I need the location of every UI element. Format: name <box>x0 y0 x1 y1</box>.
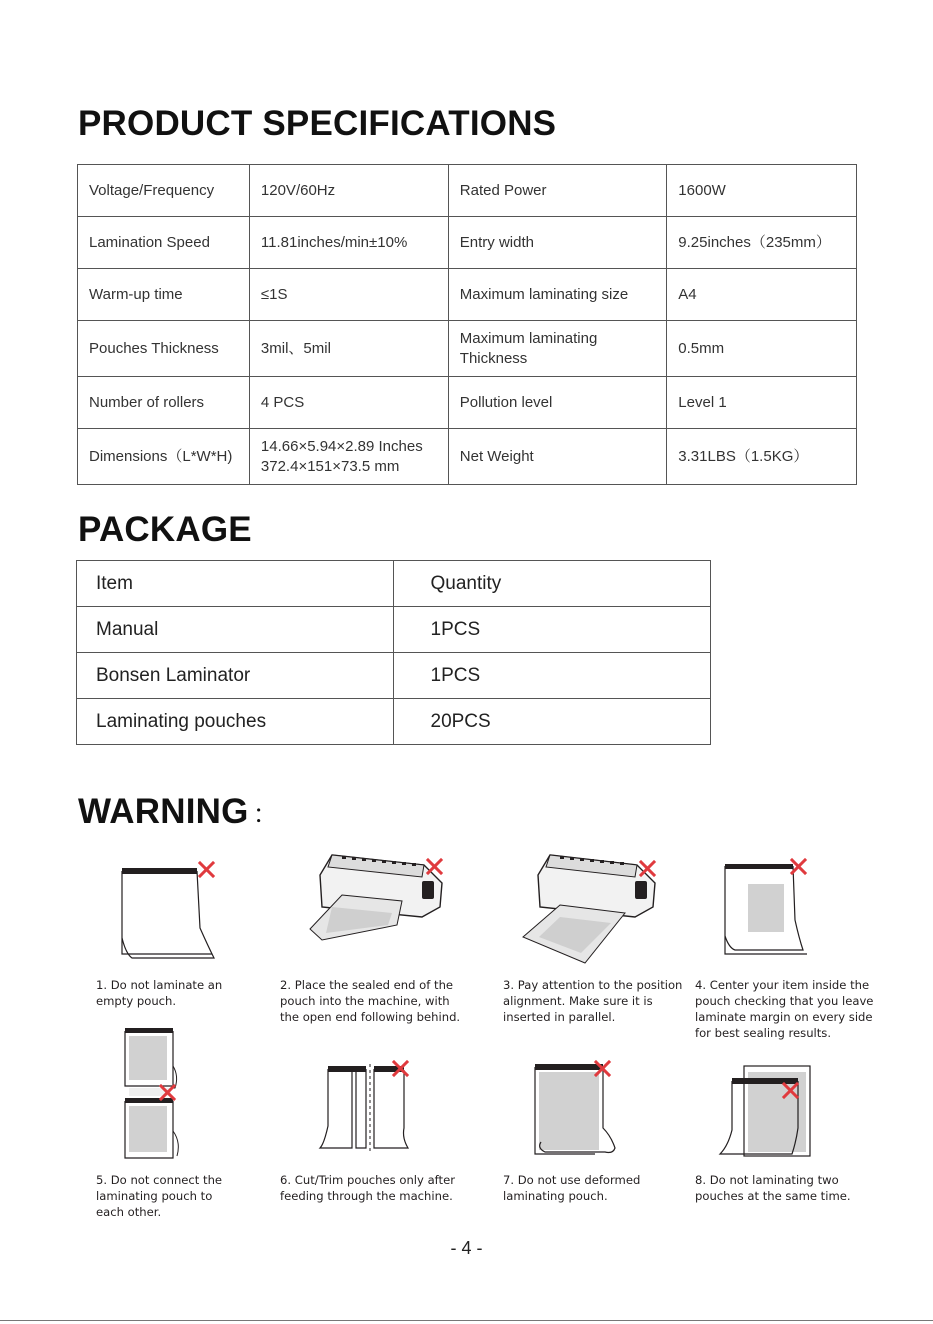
spec-value: 120V/60Hz <box>249 165 448 217</box>
specifications-table <box>77 164 857 485</box>
spec-value: 1600W <box>667 165 857 217</box>
spec-row <box>78 377 857 429</box>
spec-label: Rated Power <box>448 165 667 217</box>
warning-heading-colon: ： <box>252 799 279 829</box>
package-quantity-header: Quantity <box>393 561 711 607</box>
spec-label: Pollution level <box>448 377 667 429</box>
spec-value: Level 1 <box>667 377 857 429</box>
laminator-wrong-feed-illustration <box>302 845 452 965</box>
spec-label: Entry width <box>448 217 667 269</box>
specifications-heading: PRODUCT SPECIFICATIONS <box>78 104 557 143</box>
spec-label: Voltage/Frequency <box>78 165 250 217</box>
spec-value: A4 <box>667 269 857 321</box>
cross-icon <box>200 863 213 876</box>
warning-caption-5: 5. Do not connect the laminating pouch to each other. <box>96 1173 223 1219</box>
warning-caption-2: 2. Place the sealed end of the pouch into the machine, with the open end following behind. <box>280 978 461 1024</box>
package-quantity: 1PCS <box>393 607 711 653</box>
warning-heading <box>78 792 279 832</box>
warning-caption-8: 8. Do not laminating two pouches at the same time. <box>695 1173 851 1203</box>
spec-row <box>78 321 857 377</box>
spec-row <box>78 269 857 321</box>
package-row <box>77 653 711 699</box>
spec-row <box>78 217 857 269</box>
package-table <box>76 560 711 745</box>
spec-value: 4 PCS <box>249 377 448 429</box>
warning-caption-6: 6. Cut/Trim pouches only after feeding through the machine. <box>280 1173 456 1203</box>
package-header-row <box>77 561 711 607</box>
spec-value: 3.31LBS（1.5KG） <box>667 429 857 485</box>
connected-pouches-illustration <box>115 1026 195 1166</box>
spec-label: Dimensions（L*W*H) <box>78 429 250 485</box>
laminator-skewed-feed-illustration <box>515 845 665 970</box>
cross-icon <box>792 860 805 873</box>
spec-label: Maximum laminating size <box>448 269 667 321</box>
cross-icon <box>641 862 654 875</box>
warning-caption-4: 4. Center your item inside the pouch checking that you leave laminate margin on every side for best sealing results. <box>695 978 874 1040</box>
spec-label: Maximum laminating Thickness <box>448 321 667 377</box>
spec-label: Net Weight <box>448 429 667 485</box>
spec-value: 3mil、5mil <box>249 321 448 377</box>
bottom-divider <box>0 1320 933 1321</box>
warning-caption-3: 3. Pay attention to the position alignment. Make sure it is inserted in parallel. <box>503 978 683 1024</box>
cut-pouch-illustration <box>312 1058 422 1163</box>
warning-caption-7: 7. Do not use deformed laminating pouch. <box>503 1173 641 1203</box>
spec-row <box>78 429 857 485</box>
off-center-item-illustration <box>715 858 815 963</box>
spec-label: Lamination Speed <box>78 217 250 269</box>
cross-icon <box>428 860 441 873</box>
spec-label: Number of rollers <box>78 377 250 429</box>
spec-value: 9.25inches（235mm） <box>667 217 857 269</box>
spec-row <box>78 165 857 217</box>
spec-value: 11.81inches/min±10% <box>249 217 448 269</box>
empty-pouch-illustration <box>112 858 222 968</box>
spec-value: ≤1S <box>249 269 448 321</box>
warning-caption-1: 1. Do not laminate an empty pouch. <box>96 978 223 1008</box>
package-item: Bonsen Laminator <box>77 653 394 699</box>
spec-value: 0.5mm <box>667 321 857 377</box>
package-item: Manual <box>77 607 394 653</box>
package-heading: PACKAGE <box>78 510 252 549</box>
package-quantity: 1PCS <box>393 653 711 699</box>
package-row <box>77 699 711 745</box>
spec-value: 14.66×5.94×2.89 Inches 372.4×151×73.5 mm <box>249 429 448 485</box>
package-row <box>77 607 711 653</box>
warning-heading-text: WARNING <box>78 792 249 831</box>
spec-label: Warm-up time <box>78 269 250 321</box>
package-quantity: 20PCS <box>393 699 711 745</box>
package-item: Laminating pouches <box>77 699 394 745</box>
page-number: - 4 - <box>450 1238 483 1258</box>
two-pouches-illustration <box>712 1058 822 1163</box>
spec-label: Pouches Thickness <box>78 321 250 377</box>
deformed-pouch-illustration <box>525 1058 625 1163</box>
package-item-header: Item <box>77 561 394 607</box>
